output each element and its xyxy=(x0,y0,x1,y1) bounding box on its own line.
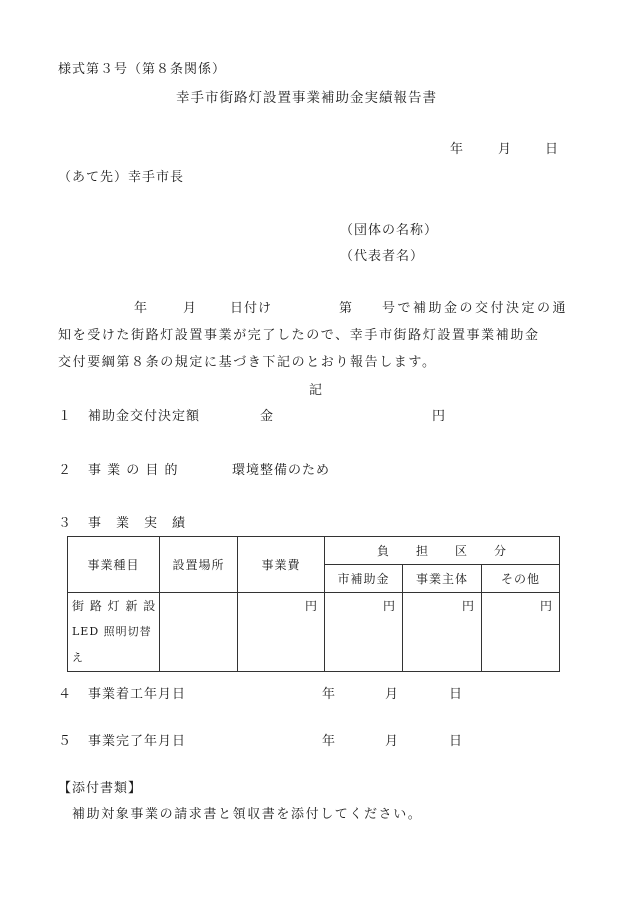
cell-entity: 円 xyxy=(403,593,482,672)
header-entity: 事業主体 xyxy=(403,565,482,593)
header-kind: 事業種目 xyxy=(68,537,160,593)
date-month: 月 xyxy=(498,142,513,157)
header-cost: 事業費 xyxy=(238,537,325,593)
table-header-row xyxy=(68,537,560,565)
item5-number: ５ xyxy=(58,734,73,749)
item4-year: 年 xyxy=(322,687,337,702)
kind-line2: LED 照明切替え xyxy=(72,625,152,664)
body-year: 年 xyxy=(134,301,149,316)
cell-cost: 円 xyxy=(238,593,325,672)
rep-name-label: （代表者名） xyxy=(340,249,425,264)
attachments-text: 補助対象事業の請求書と領収書を添付してください。 xyxy=(72,807,423,822)
item1-yen: 円 xyxy=(432,409,447,424)
item1-number: １ xyxy=(58,409,73,424)
cell-place xyxy=(160,593,238,672)
date-year: 年 xyxy=(450,142,465,157)
item5-month: 月 xyxy=(385,734,400,749)
ki-heading: 記 xyxy=(309,383,324,398)
body-month: 月 xyxy=(183,301,198,316)
header-other: その他 xyxy=(482,565,560,593)
header-burden: 負 担 区 分 xyxy=(325,537,560,565)
body-no: 第 xyxy=(339,301,354,316)
item1-kin: 金 xyxy=(260,409,275,424)
addressee: （あて先）幸手市長 xyxy=(58,170,185,185)
attachments-heading: 【添付書類】 xyxy=(58,781,143,796)
item2-label: 事 業 の 目 的 xyxy=(88,463,179,478)
document-title: 幸手市街路灯設置事業補助金実績報告書 xyxy=(176,90,437,106)
header-subsidy: 市補助金 xyxy=(325,565,403,593)
item4-day: 日 xyxy=(449,687,464,702)
item5-label: 事業完了年月日 xyxy=(88,734,187,749)
cell-kind xyxy=(68,593,160,672)
item2-number: ２ xyxy=(58,463,73,478)
item1-label: 補助金交付決定額 xyxy=(88,409,201,424)
cell-subsidy: 円 xyxy=(325,593,403,672)
cell-other: 円 xyxy=(482,593,560,672)
body-line3: 交付要綱第８条の規定に基づき下記のとおり報告します。 xyxy=(58,355,437,370)
item4-number: ４ xyxy=(58,687,73,702)
item2-value: 環境整備のため xyxy=(232,463,331,478)
body-line2: 知を受けた街路灯設置事業が完了したので、幸手市街路灯設置事業補助金 xyxy=(58,328,540,343)
item3-label: 事 業 実 績 xyxy=(88,516,187,531)
body-line1-rest: 号で補助金の交付決定の通 xyxy=(382,301,569,316)
header-place: 設置場所 xyxy=(160,537,238,593)
item3-number: ３ xyxy=(58,516,73,531)
form-label: 様式第３号（第８条関係） xyxy=(58,62,227,77)
table-row xyxy=(68,593,560,672)
body-dated: 日付け xyxy=(230,301,273,316)
org-name-label: （団体の名称） xyxy=(340,223,439,238)
kind-line1: 街 路 灯 新 設 xyxy=(72,599,157,613)
item5-year: 年 xyxy=(322,734,337,749)
item4-month: 月 xyxy=(385,687,400,702)
date-day: 日 xyxy=(545,142,560,157)
item5-day: 日 xyxy=(449,734,464,749)
item4-label: 事業着工年月日 xyxy=(88,687,187,702)
project-results-table xyxy=(67,536,560,672)
